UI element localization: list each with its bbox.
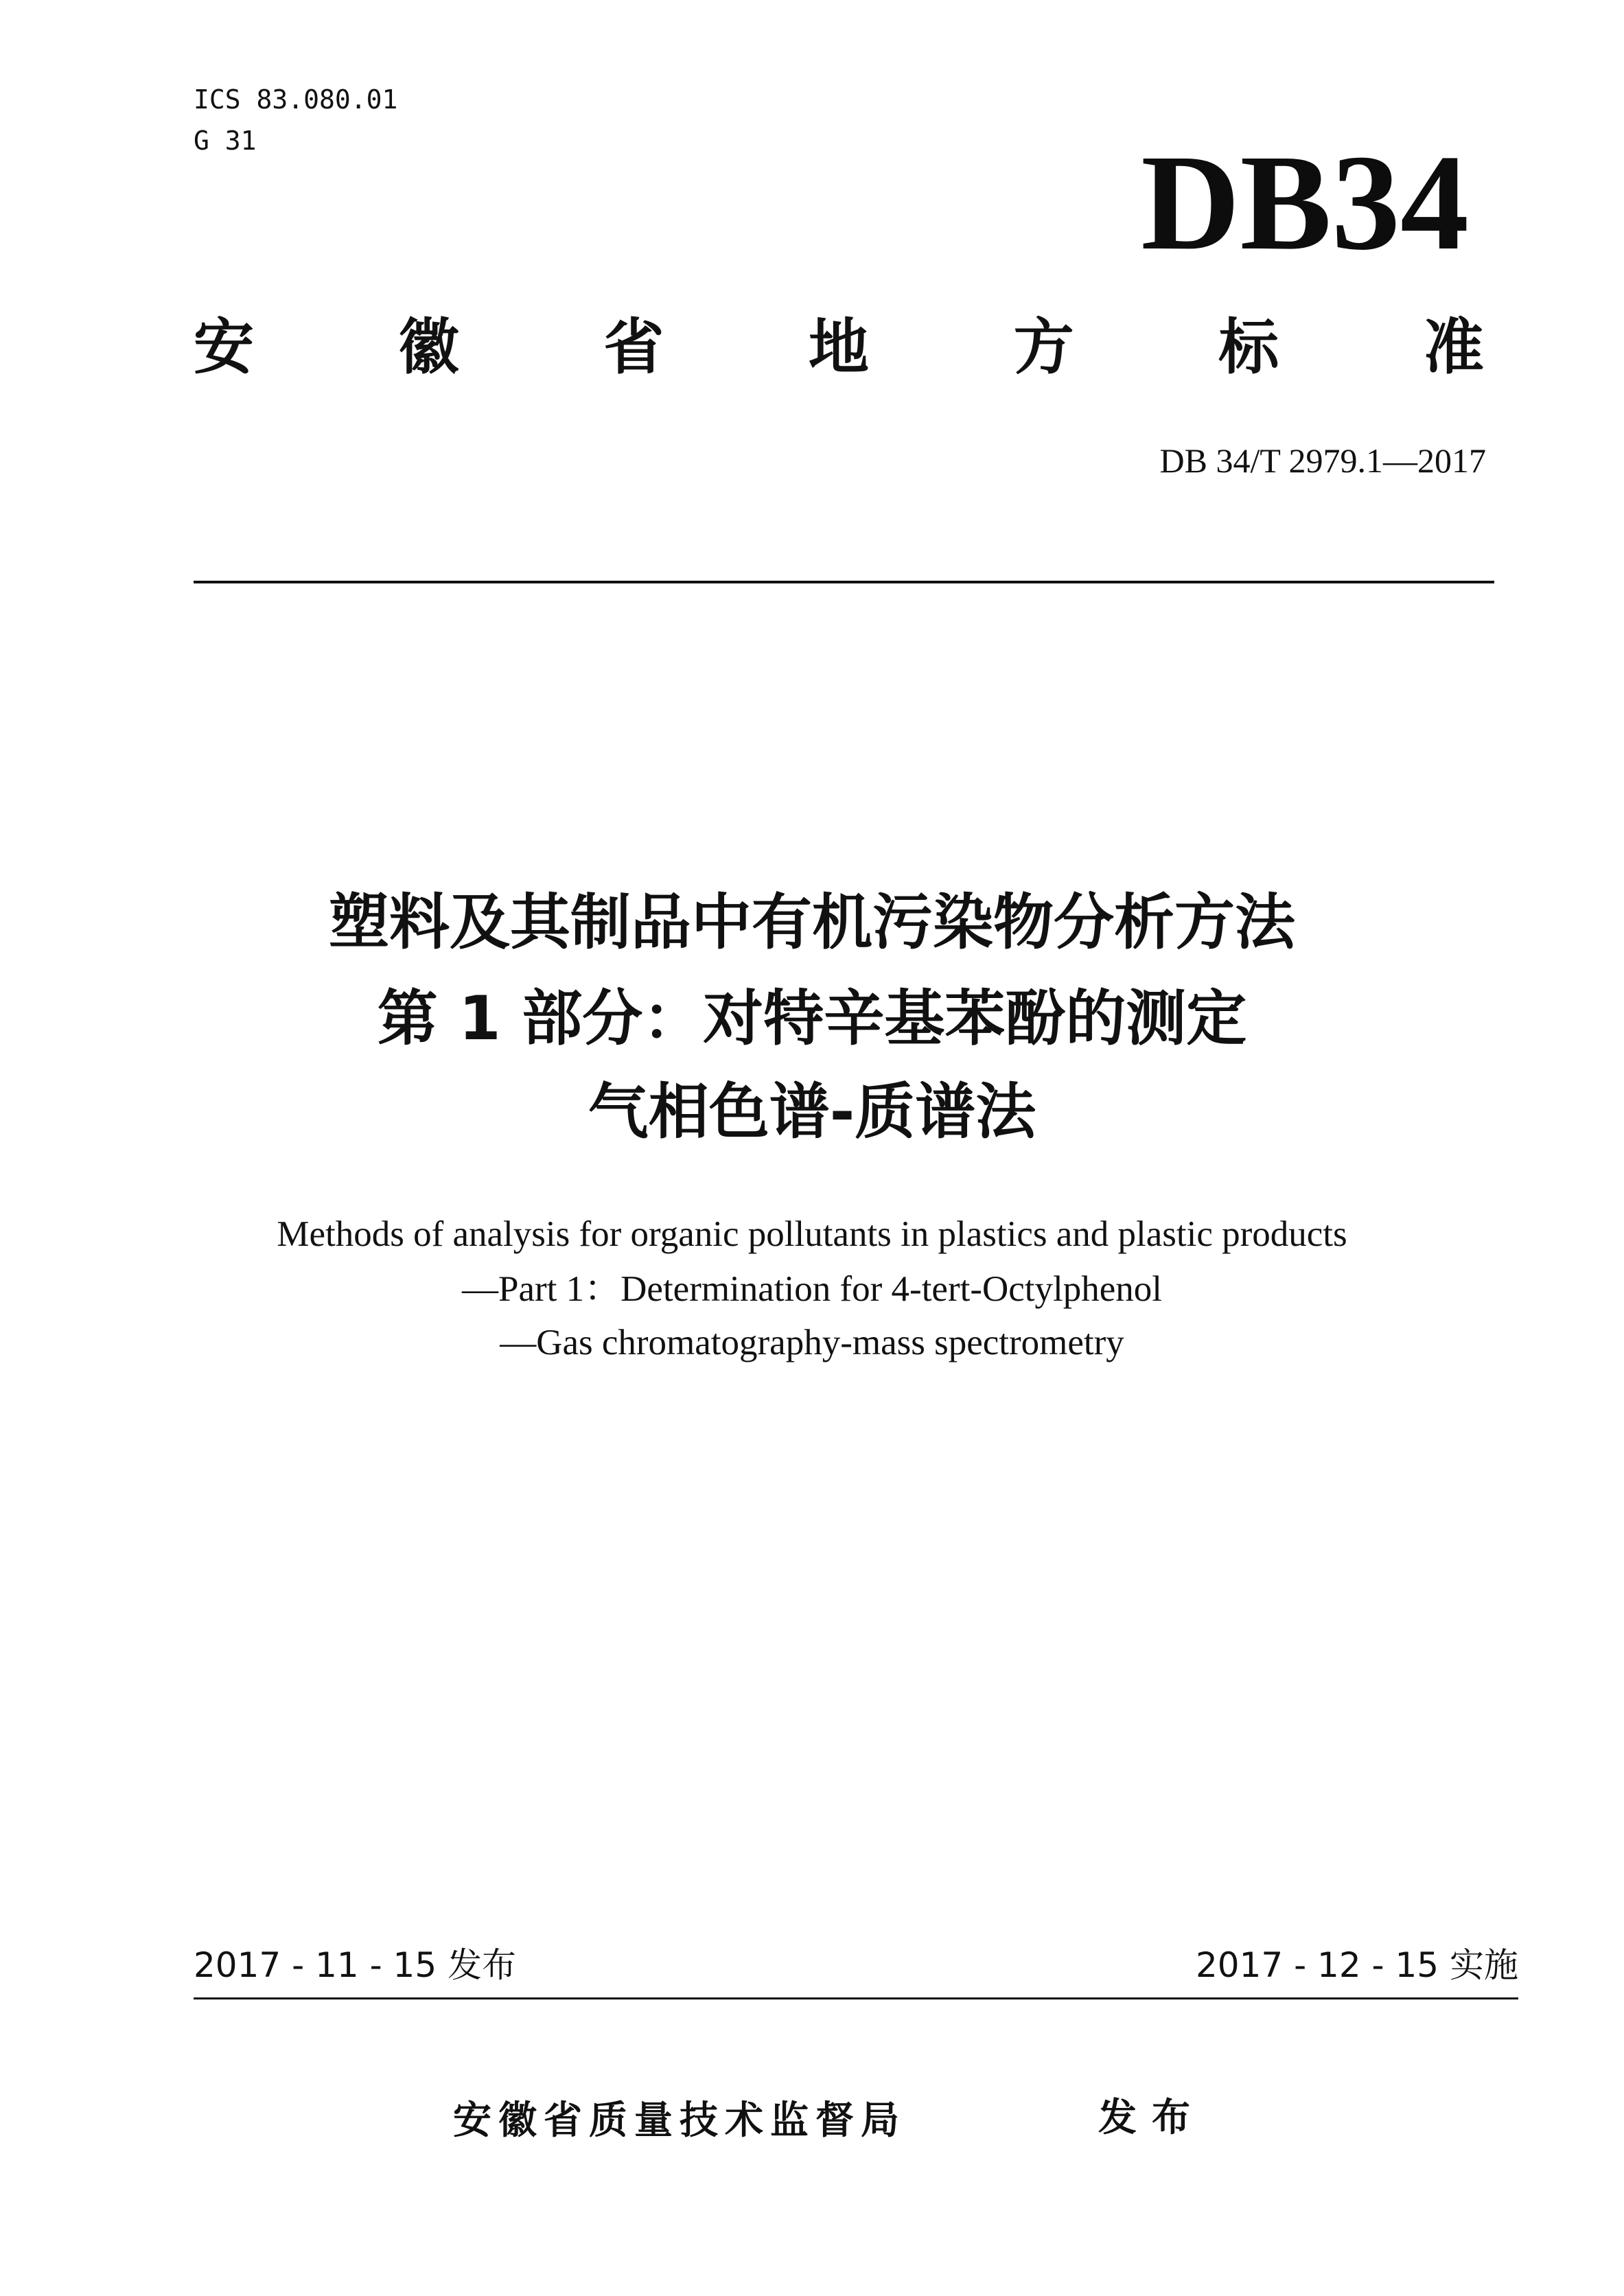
publisher-name: 安徽省质量技术监督局	[453, 2098, 906, 2143]
standard-type-char: 地	[808, 312, 869, 382]
standard-number: DB 34/T 2979.1—2017	[1159, 441, 1486, 480]
standard-type-char: 标	[1218, 312, 1279, 382]
title-en-line-2: —Part 1：Determination for 4-tert-Octylphenol	[462, 1269, 1162, 1309]
footer-divider	[194, 1997, 1518, 1999]
issue-date: 2017 - 11 - 15 发布	[194, 1945, 517, 1985]
title-zh-line-1: 塑料及其制品中有机污染物分析方法	[328, 887, 1295, 958]
standard-type-char: 安	[194, 312, 255, 382]
title-zh-line-2: 第 1 部分：对特辛基苯酚的测定	[377, 983, 1247, 1054]
standard-type-char: 准	[1423, 312, 1484, 382]
header-divider	[194, 581, 1494, 583]
standard-type-char: 方	[1013, 312, 1074, 382]
publish-label: 发布	[1098, 2096, 1205, 2140]
implementation-date: 2017 - 12 - 15 实施	[1195, 1945, 1518, 1985]
title-en-line-1: Methods of analysis for organic pollutants in plastics and plastic products	[277, 1214, 1347, 1254]
standard-type-heading	[194, 312, 1484, 382]
standard-type-char: 省	[603, 312, 664, 382]
db-code-logo: DB34	[1141, 127, 1469, 279]
classification-code: G 31	[194, 126, 257, 156]
standard-type-char: 徽	[398, 312, 459, 382]
ics-code: ICS 83.080.01	[194, 84, 398, 115]
title-zh-line-3: 气相色谱-质谱法	[588, 1076, 1036, 1147]
title-en-line-3: —Gas chromatography-mass spectrometry	[500, 1323, 1124, 1362]
